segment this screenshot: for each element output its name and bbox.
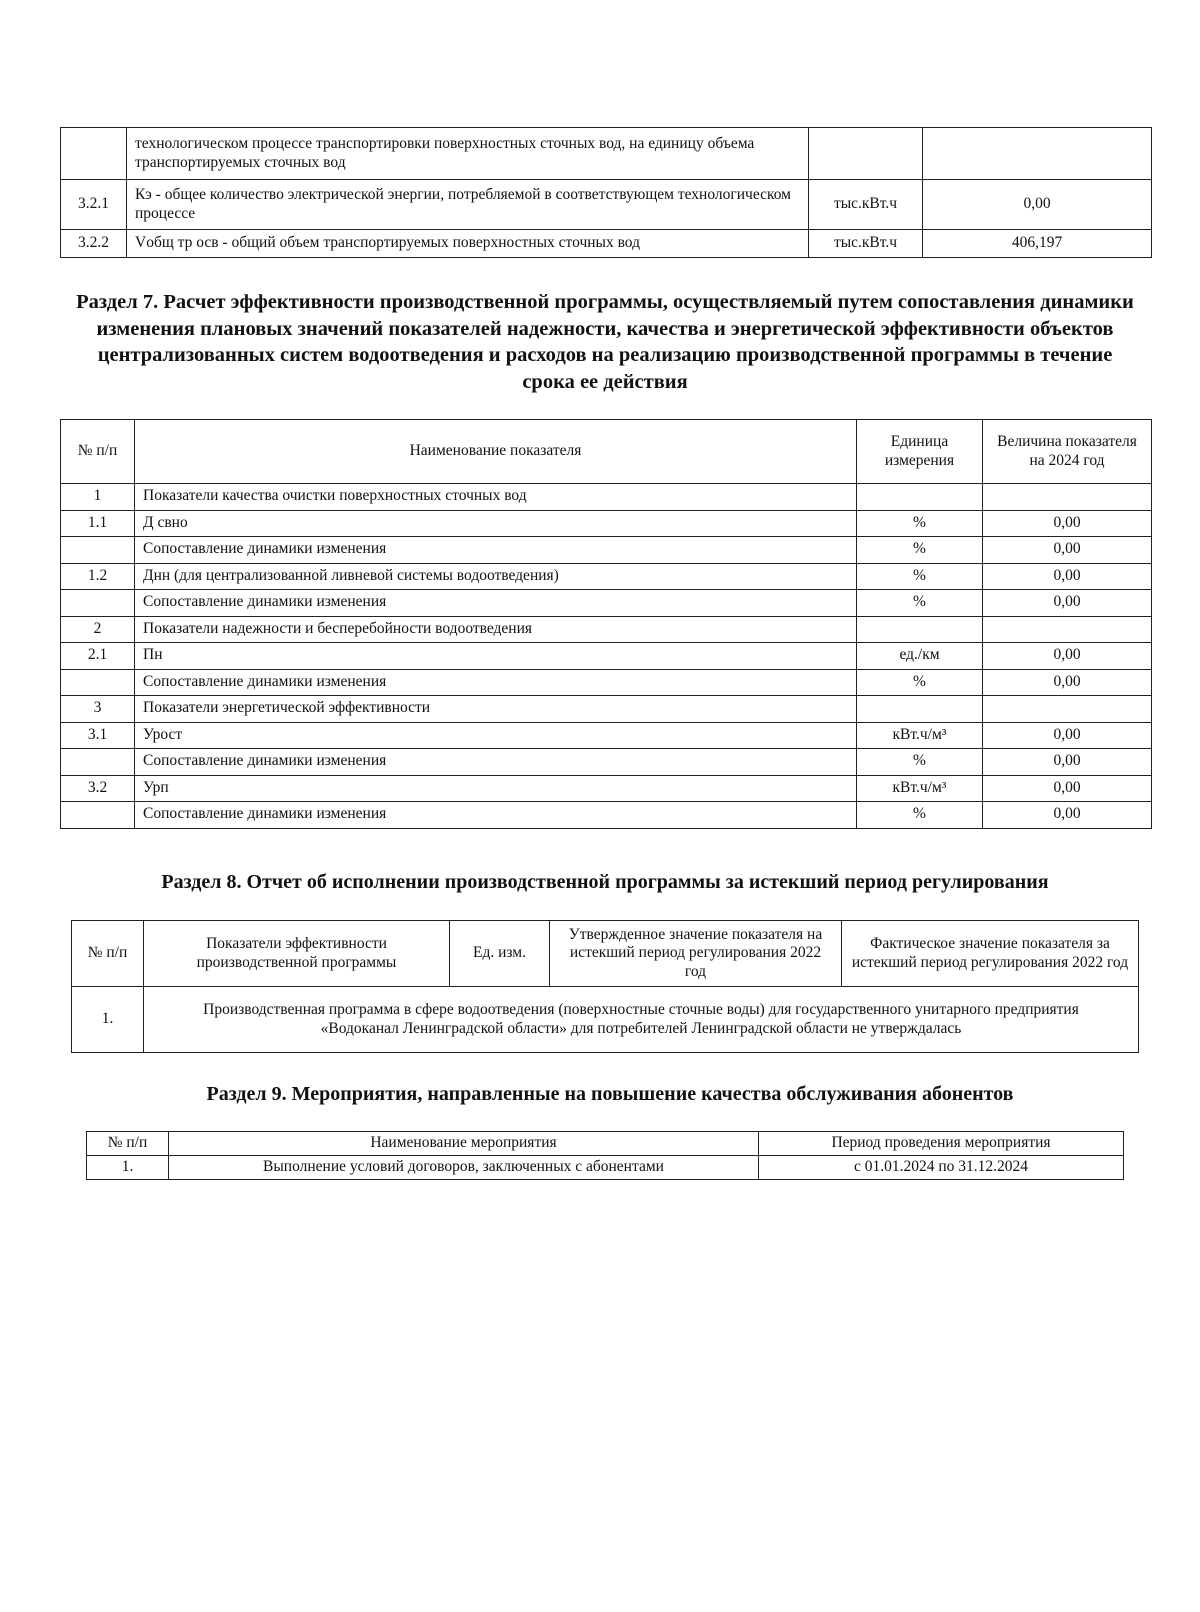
header-name: Показатели эффективности производственной программы [144,921,450,987]
table-row [61,590,1152,617]
row-name: Сопоставление динамики изменения [135,590,857,617]
row-name: Показатели энергетической эффективности [135,696,857,723]
row-value: 0,00 [983,749,1152,776]
section9-table [86,1131,1124,1180]
table-row [61,696,1152,723]
table-header [87,1132,1124,1156]
header-num: № п/п [61,420,135,484]
row-unit: % [857,749,983,776]
row-value: 0,00 [983,802,1152,829]
section8-table [71,920,1139,1053]
header-period: Период проведения мероприятия [759,1132,1124,1156]
row-num: 1 [61,484,135,511]
header-unit: Единица измерения [857,420,983,484]
table-row [61,230,1152,258]
row-name: Д свно [135,510,857,537]
header-approved: Утвержденное значение показателя на истекший период регулирования 2022 год [550,921,842,987]
table-row [87,1156,1124,1180]
table-row [61,180,1152,230]
section8-title: Раздел 8. Отчет об исполнении производственной программы за истекший период регулирования [161,871,1049,893]
table-row [61,802,1152,829]
row-name: Сопоставление динамики изменения [135,802,857,829]
row-name: Vобщ тр осв - общий объем транспортируемых поверхностных сточных вод [127,230,809,258]
row-num: 3 [61,696,135,723]
section7-table [60,419,1152,829]
row-unit: тыс.кВт.ч [809,230,923,258]
row-value [983,484,1152,511]
row-value: 0,00 [983,510,1152,537]
row-value: 0,00 [983,563,1152,590]
row-num [61,590,135,617]
row-num [61,749,135,776]
row-name: Урост [135,722,857,749]
row-text: Производственная программа в сфере водоотведения (поверхностные сточные воды) для государственного унитарного предприятия «Водоканал Ленинградской области» для потребителей Ленинградской области не утверждалась [144,987,1139,1053]
row-num: 1. [87,1156,169,1180]
table-row [61,537,1152,564]
row-unit: тыс.кВт.ч [809,180,923,230]
row-unit: кВт.ч/м³ [857,722,983,749]
row-value: 0,00 [983,590,1152,617]
header-name: Наименование показателя [135,420,857,484]
row-value [923,128,1152,180]
header-actual: Фактическое значение показателя за истекший период регулирования 2022 год [842,921,1139,987]
row-num: 1. [72,987,144,1053]
row-num [61,802,135,829]
table-row [61,484,1152,511]
row-unit: % [857,590,983,617]
top-table [60,127,1152,258]
section9-title: Раздел 9. Мероприятия, направленные на повышение качества обслуживания абонентов [206,1083,1014,1105]
row-unit: % [857,563,983,590]
row-num [61,128,127,180]
row-value: 0,00 [983,775,1152,802]
row-unit: % [857,537,983,564]
row-unit [857,484,983,511]
table-row [61,128,1152,180]
table-row [61,563,1152,590]
table-row [61,510,1152,537]
table-row [61,749,1152,776]
row-unit [809,128,923,180]
row-name: Показатели качества очистки поверхностных сточных вод [135,484,857,511]
row-value [983,696,1152,723]
table-row [72,987,1139,1053]
row-num: 2.1 [61,643,135,670]
row-num [61,669,135,696]
header-num: № п/п [87,1132,169,1156]
row-name: Пн [135,643,857,670]
row-unit: % [857,802,983,829]
row-value: 0,00 [983,722,1152,749]
section7-title: Раздел 7. Расчет эффективности производственной программы, осуществляемый путем сопоставления динамики изменения плановых значений показателей надежности, качества и энергетической эффективности объектов централизованных систем водоотведения и расходов на реализацию производственной программы в течение срока ее действия [76,291,1134,393]
row-unit: % [857,669,983,696]
row-num: 2 [61,616,135,643]
header-unit: Ед. изм. [450,921,550,987]
section7-rows [61,484,1152,829]
table-row [61,643,1152,670]
row-num: 3.2 [61,775,135,802]
row-name: Сопоставление динамики изменения [135,537,857,564]
row-num: 1.1 [61,510,135,537]
row-value: 0,00 [923,180,1152,230]
row-period: с 01.01.2024 по 31.12.2024 [759,1156,1124,1180]
row-name: Днн (для централизованной ливневой системы водоотведения) [135,563,857,590]
row-value: 0,00 [983,537,1152,564]
table-row [61,616,1152,643]
table-header [61,420,1152,484]
row-name: Кэ - общее количество электрической энергии, потребляемой в соответствующем технологическом процессе [127,180,809,230]
row-name: Выполнение условий договоров, заключенных с абонентами [169,1156,759,1180]
header-value: Величина показателя на 2024 год [983,420,1152,484]
row-value: 0,00 [983,643,1152,670]
row-num: 3.1 [61,722,135,749]
row-unit [857,616,983,643]
row-num: 3.2.1 [61,180,127,230]
row-num: 3.2.2 [61,230,127,258]
row-name: Сопоставление динамики изменения [135,749,857,776]
row-value: 0,00 [983,669,1152,696]
row-unit: ед./км [857,643,983,670]
header-name: Наименование мероприятия [169,1132,759,1156]
table-header [72,921,1139,987]
row-value: 406,197 [923,230,1152,258]
row-unit: кВт.ч/м³ [857,775,983,802]
row-name: Урп [135,775,857,802]
row-unit: % [857,510,983,537]
table-row [61,722,1152,749]
row-name: технологическом процессе транспортировки поверхностных сточных вод, на единицу объема транспортируемых сточных вод [127,128,809,180]
header-num: № п/п [72,921,144,987]
row-unit [857,696,983,723]
table-row [61,669,1152,696]
table-row [61,775,1152,802]
row-name: Показатели надежности и бесперебойности водоотведения [135,616,857,643]
row-value [983,616,1152,643]
row-num [61,537,135,564]
row-num: 1.2 [61,563,135,590]
row-name: Сопоставление динамики изменения [135,669,857,696]
